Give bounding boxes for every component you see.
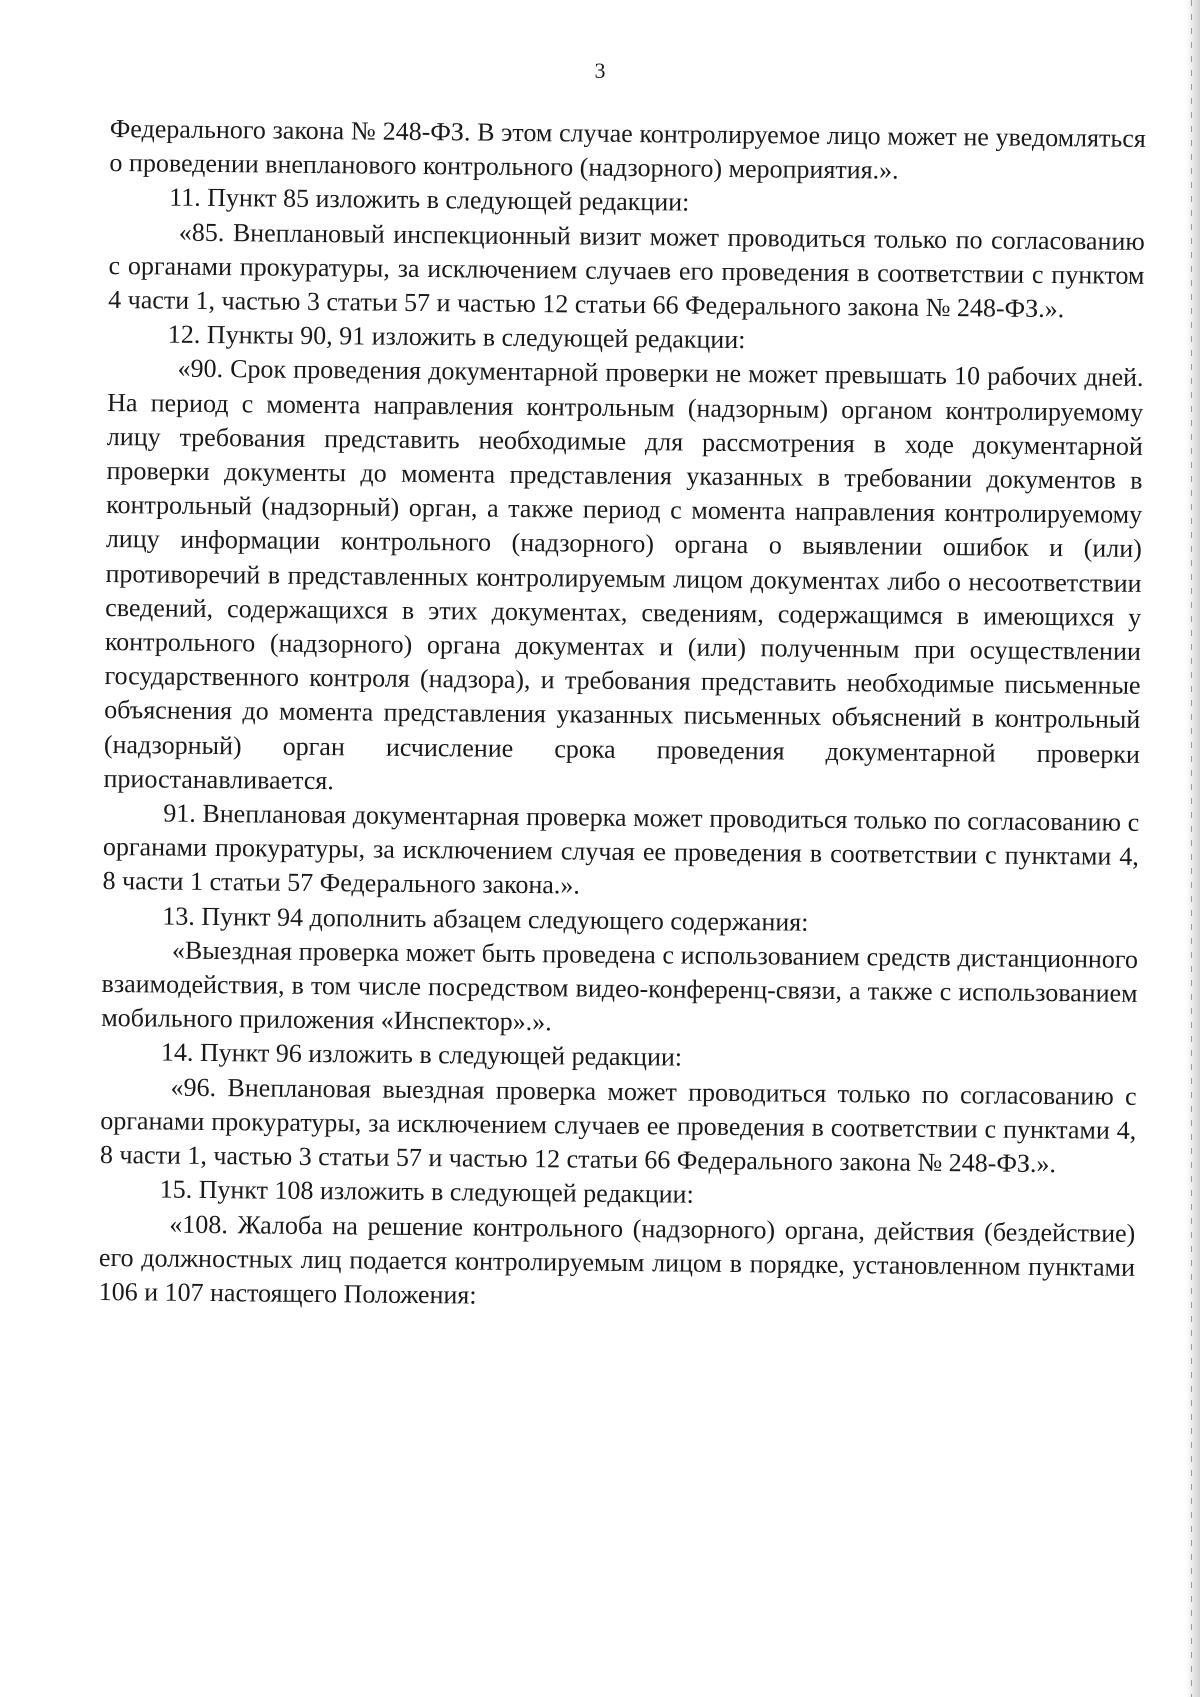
paragraph-point-94-addition: «Выездная проверка может быть проведена с использованием средств дистанционного взаимодействия, в том числе посредством видео-конференц-связи, а также с использованием мобильного приложения «Инспектор».». [101, 935, 1139, 1037]
paragraph-item-12: 12. Пункты 90, 91 изложить в следующей редакции: [167, 319, 746, 355]
document-body [99, 112, 1146, 1319]
paragraph-point-90: «90. Срок проведения документарной проверки не может превышать 10 рабочих дней. На период с момента направления контрольным (надзорным) органом контролируемому лицу требования представить необходимые для рассмотрения в ходе документарной проверки документы до момента представления указанных в требовании документов в контрольный (надзорный) орган, а также период с момента направления контролируемому лицу информации контрольного (надзорного) органа о выявлении ошибок и (или) противоречий в представленных контролируемым лицом документах либо о несоответствии сведений, содержащихся в этих документах, сведениям, содержащимся в имеющихся у контрольного (надзорного) органа документах и (или) полученным при осуществлении государственного контроля (надзора), и требования представить необходимые письменные объяснения до момента представления указанных письменных объяснений в контрольный (надзорный) орган исчисление срока проведения документарной проверки приостанавливается. [103, 354, 1144, 796]
scan-binding-edge [1186, 0, 1200, 1697]
paragraph-item-13: 13. Пункт 94 дополнить абзацем следующего содержания: [162, 901, 809, 937]
page-number: 3 [594, 58, 606, 83]
paragraph-item-11: 11. Пункт 85 изложить в следующей редакции: [169, 182, 690, 217]
paragraph-point-108: «108. Жалоба на решение контрольного (надзорного) органа, действия (бездействие) его должностных лиц подается контролируемым лицом в порядке, установленном пунктами 106 и 107 настоящего Положения: [98, 1209, 1136, 1310]
paragraph-point-91: 91. Внеплановая документарная проверка может проводиться только по согласованию с органами прокуратуры, за исключением случая ее проведения в соответствии с пунктами 4, 8 части 1 статьи 57 Федерального закона.». [102, 798, 1140, 901]
paragraph-point-96: «96. Внеплановая выездная проверка может проводиться только по согласованию с органами прокуратуры, за исключением случаев ее проведения в соответствии с пунктами 4, 8 части 1, частью 3 статьи 57 и частью 12 статьи 66 Федерального закона № 248-ФЗ.». [99, 1072, 1137, 1179]
paragraph-point-85: «85. Внеплановый инспекционный визит может проводиться только по согласованию с органами прокуратуры, за исключением случаев его проведения в соответствии с пунктом 4 части 1, частью 3 статьи 57 и частью 12 статьи 66 Федерального закона № 248-ФЗ.». [108, 217, 1145, 324]
paragraph-item-14: 14. Пункт 96 изложить в следующей редакции: [160, 1038, 683, 1073]
paragraph-continuation: Федерального закона № 248-ФЗ. В этом случае контролируемое лицо может не уведомляться о проведении внепланового контрольного (надзорного) мероприятия.». [109, 113, 1146, 185]
paragraph-item-15: 15. Пункт 108 изложить в следующей редакции: [159, 1174, 694, 1209]
